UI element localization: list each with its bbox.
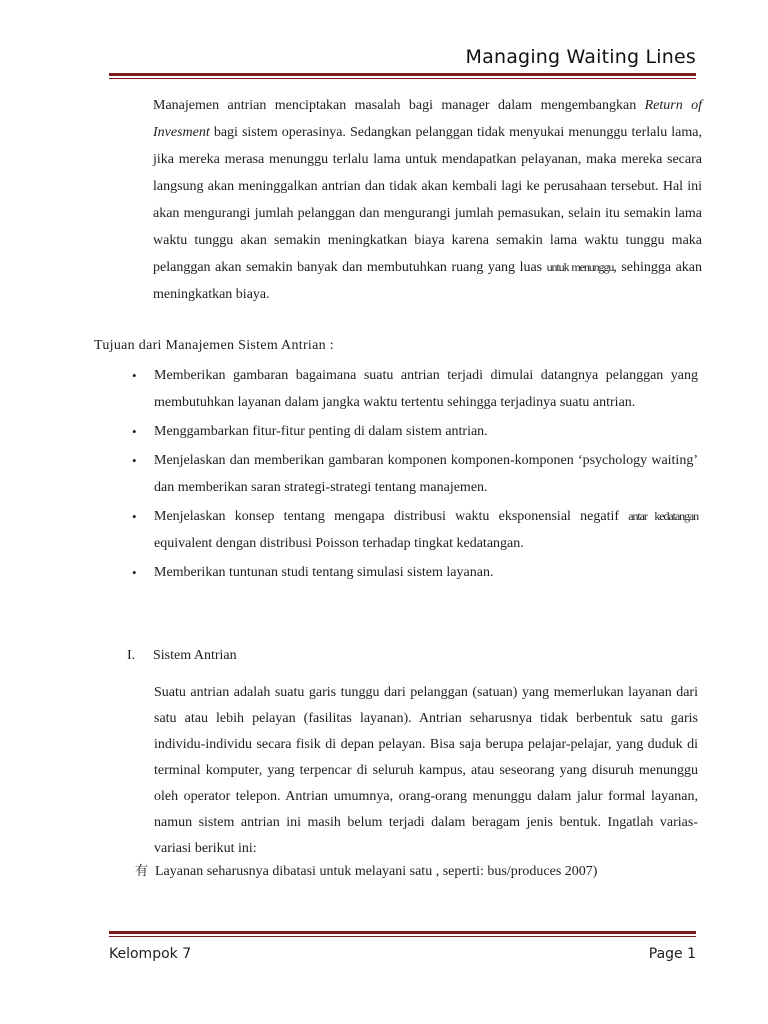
bullet-icon: • xyxy=(132,424,137,439)
section-title: Sistem Antrian xyxy=(153,648,237,663)
bullet-icon: • xyxy=(132,368,137,383)
bullet-icon: • xyxy=(132,453,137,468)
kanji-bullet-icon: 有 xyxy=(135,864,149,879)
variation-text: Layanan seharusnya dibatasi untuk melayani satu , seperti: bus/produces 2007) xyxy=(155,864,598,879)
intro-text-c: , sehingga akan meningkatkan biaya. xyxy=(153,260,702,302)
goals-heading: Tujuan dari Manajemen Sistem Antrian : xyxy=(94,338,334,353)
goals-list xyxy=(132,362,698,588)
section-1-heading xyxy=(127,648,237,664)
intro-condensed-text: untuk menunggu xyxy=(546,260,614,274)
section-1-body xyxy=(122,680,698,862)
list-item: • Menggambarkan fitur-fitur penting di dalam sistem antrian. xyxy=(132,418,698,445)
variation-line xyxy=(135,860,597,880)
intro-italic-term: Return of Invesment xyxy=(153,98,702,140)
header-rule xyxy=(109,73,696,79)
intro-text-b: bagi sistem operasinya. Sedangkan pelanggan tidak menyukai menunggu terlalu lama, jika mereka merasa menunggu terlalu lama untuk mendapatkan pelayanan, maka mereka secara langsung akan meninggalkan antrian dan tidak akan kembali lagi ke perusahaan tersebut. Hal ini akan mengurangi jumlah pelanggan dan mengurangi jumlah pemasukan, selain itu semakin lama waktu tunggu akan semakin meningkatkan biaya karena semakin lama waktu tunggu maka pelanggan akan semakin banyak dan membutuhkan ruang yang luas xyxy=(153,125,702,275)
list-item: • Memberikan gambaran bagaimana suatu antrian terjadi dimulai datangnya pelanggan yang membutuhkan layanan dalam jangka waktu tertentu sehingga terjadinya suatu antrian. xyxy=(132,362,698,416)
page-header-title: Managing Waiting Lines xyxy=(465,46,696,68)
intro-paragraph xyxy=(109,92,702,308)
footer-page-number: Page 1 xyxy=(648,946,696,962)
list-item: • Menjelaskan konsep tentang mengapa distribusi waktu eksponensial negatif antar kedatangan equivalent dengan distribusi Poisson terhadap tingkat kedatangan. xyxy=(132,503,698,557)
footer-rule xyxy=(109,931,696,937)
footer-group-label: Kelompok 7 xyxy=(109,946,192,962)
intro-text-a: Manajemen antrian menciptakan masalah bagi manager dalam mengembangkan xyxy=(153,98,637,113)
list-item: • Memberikan tuntunan studi tentang simulasi sistem layanan. xyxy=(132,559,698,586)
bullet-icon: • xyxy=(132,509,137,524)
list-item: • Menjelaskan dan memberikan gambaran komponen komponen-komponen ‘psychology waiting’ dan memberikan saran strategi-strategi tentang manajemen. xyxy=(132,447,698,501)
section-1-paragraph: Suatu antrian adalah suatu garis tunggu dari pelanggan (satuan) yang memerlukan layanan dari satu atau lebih pelayan (fasilitas layanan). Antrian seharusnya tidak berbentuk satu garis individu-individu secara fisik di depan pelayan. Bisa saja berupa pelajar-pelajar, yang duduk di terminal komputer, yang terpencar di seluruh kampus, atau seseorang yang disuruh menunggu oleh operator telepon. Antrian umumnya, orang-orang menunggu dalam jalur formal layanan, namun sistem antrian ini masih belum terjadi dalam beragam jenis bentuk. Ingatlah varias-variasi berikut ini: xyxy=(154,685,698,856)
section-number: I. xyxy=(127,648,136,663)
bullet-icon: • xyxy=(132,565,137,580)
